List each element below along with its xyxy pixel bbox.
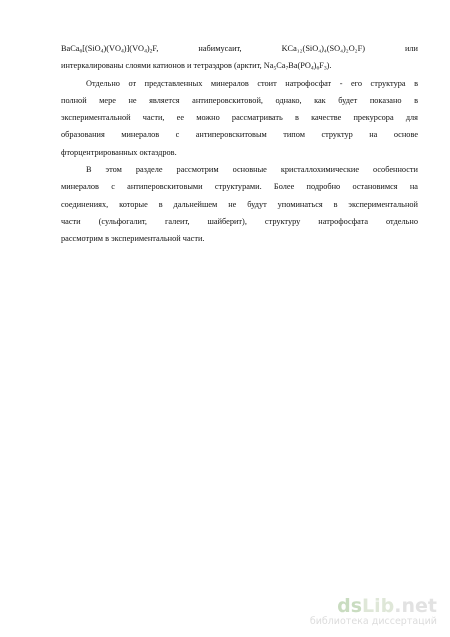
formula-part: Ba(PO [288,61,311,71]
formula-subscript: 3 [323,65,327,72]
paragraph-line [61,230,418,247]
paragraph-line [61,75,418,92]
formula-subscript: 5 [273,65,277,72]
formula-part: ) [146,44,150,53]
line-text: части (сульфогалит, галеит, шайберит), структуру натрофосфата отдельно [61,216,418,226]
line-text: минералов с антиперовскитовыми структурами. Более подробно остановимся на [61,182,418,192]
text-span: интеркалированы слоями катионов и тетраэдров (арктит, [61,61,264,71]
formula-part: )](VO [123,44,145,53]
formula-part: [(SiO [82,44,101,53]
line-text: фторцентрированных октаэдров. [61,147,177,157]
line-text: рассмотрим в экспериментальной части. [61,234,205,244]
logo-ds: ds [337,595,363,617]
formula-bacavo [61,40,158,57]
paragraph-line [61,161,418,178]
line-text: экспериментальной части, ее можно рассматривать в качестве прекурсора для [61,113,418,123]
formula-subscript: 4 [144,48,147,55]
dslib-watermark [310,596,437,628]
line-text: Отдельно от представленных минералов стоит натрофосфат - его структура в [86,78,418,88]
formula-kca: KCa₁₂(SiO₄)₄(SO₄)₂O₂F) [281,44,365,53]
paragraph-line [61,213,418,230]
paragraph-line [61,196,418,213]
word-ili: или [404,44,418,53]
line-text: В этом разделе рассмотрим основные кристаллохимические особенности [86,165,418,175]
paragraph-natrophosphate [61,75,418,161]
document-body [61,40,418,248]
formula-line-2 [61,57,418,74]
logo-dot: . [394,595,402,617]
formula-part: Ca [276,61,286,71]
paragraph-line [61,144,418,161]
formula-line-1 [61,40,418,57]
line-text: соединениях, которые в дальнейшем не будут упоминаться в экспериментальной [61,199,418,209]
formula-part: ). [326,61,332,71]
formula-part: Na [263,61,274,71]
formula-subscript: 4 [100,48,104,55]
formula-part: F, [152,44,159,53]
line-text: образования минералов с антиперовскитовым типом структур на основе [61,130,418,140]
paragraph-section-overview [61,161,418,247]
formula-part: )(VO [103,44,121,53]
dslib-logo [310,596,437,616]
formula-subscript: 6 [79,48,83,55]
watermark-subtitle: библиотека диссертаций [309,616,437,627]
formula-part: ) [313,61,317,71]
formula-subscript: 4 [120,48,124,55]
formula-subscript: 4 [310,65,314,72]
formula-subscript: 7 [285,65,289,72]
logo-net: net [401,595,437,617]
paragraph-line [61,92,418,109]
formula-part: BaCa [61,44,80,53]
paragraph-line [61,109,418,126]
paragraph-line [61,178,418,195]
paragraph-line [61,126,418,143]
logo-lib: Lib [362,595,395,617]
word-nabimusait: набимусаит, [198,44,242,53]
line-text: полной мере не является антиперовскитовой, однако, как будет показано в [61,95,418,105]
formula-subscript: 6 [316,65,320,72]
formula-part: F [319,61,324,71]
formula-subscript: 2 [149,48,153,55]
formula-arctite [264,61,332,70]
